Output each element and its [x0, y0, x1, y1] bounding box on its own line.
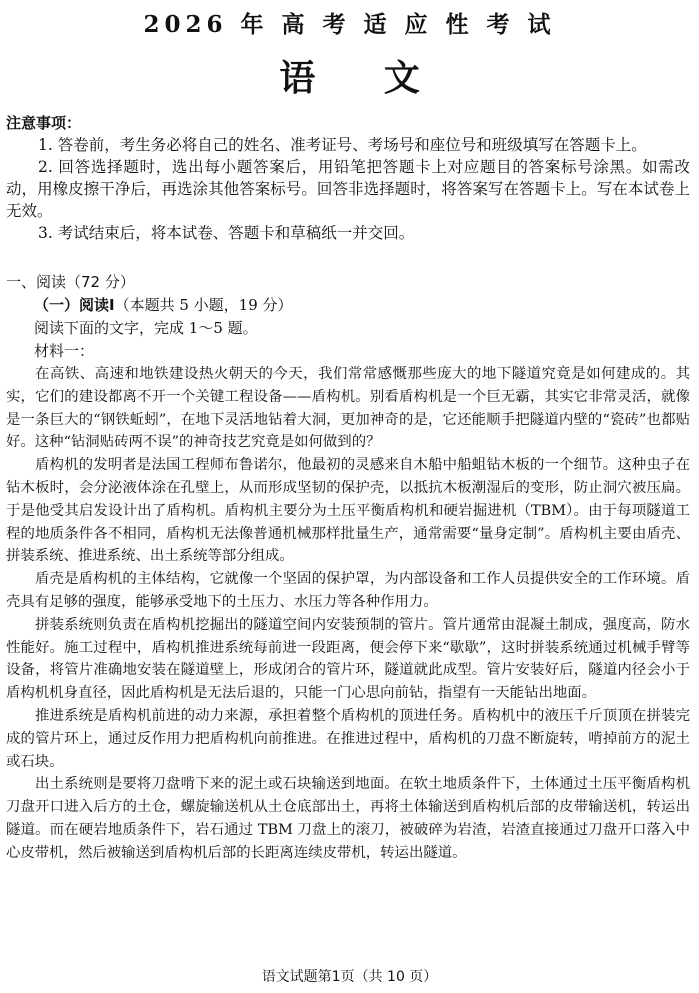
- paragraph: 出土系统则是要将刀盘啃下来的泥土或石块输送到地面。在软土地质条件下，土体通过土压平衡盾构机刀盘开口进入后方的土仓，螺旋输送机从土仓底部出土，再将土体输送到盾构机后部的皮带输送机，转运出隧道。而在硬岩地质条件下，岩石通过 TBM 刀盘上的滚刀，被破碎为岩渣，岩渣直接通过刀盘开口落入中心皮带机，然后被输送到盾构机后部的长距离连续皮带机，转运出隧道。: [6, 776, 690, 861]
- subsection-heading: [6, 294, 690, 317]
- instruction: 阅读下面的文字，完成 1～5 题。: [34, 319, 258, 337]
- page-footer: 语文试题第1页（共 10 页）: [261, 969, 438, 985]
- exam-title: 2026 年 高 考 适 应 性 考 试: [143, 11, 556, 38]
- note-item-3: 3. 考试结束后，将本试卷、答题卡和草稿纸一并交回。: [38, 224, 415, 242]
- paragraph: 在高铁、高速和地铁建设热火朝天的今天，我们常常感慨那些庞大的地下隧道究竟是如何建成的。其实，它们的建设都离不开一个关键工程设备——盾构机。别看盾构机是一个巨无霸，其实它非常灵活，就像是一条巨大的“钢铁蚯蚓”，在地下灵活地钻着大洞，更加神奇的是，它还能顺手把隧道内壁的“瓷砖”也都贴好。这种“钻洞贴砖两不误”的神奇技艺究竟是如何做到的？: [6, 366, 690, 451]
- notes-block: [6, 112, 690, 244]
- note-item-2: 2. 回答选择题时，选出每小题答案后，用铅笔把答题卡上对应题目的答案标号涂黑。如需改动，用橡皮擦干净后，再选涂其他答案标号。回答非选择题时，将答案写在答题卡上。写在本试卷上无效。: [6, 158, 690, 220]
- paragraph: 推进系统是盾构机前进的动力来源，承担着整个盾构机的顶进任务。盾构机中的液压千斤顶顶在拼装完成的管片环上，通过反作用力把盾构机向前推进。在推进过程中，盾构机的刀盘不断旋转，啃掉前方的泥土或石块。: [6, 707, 690, 770]
- subject-title: 语 文: [279, 57, 448, 99]
- paragraph: 盾壳是盾构机的主体结构，它就像一个坚固的保护罩，为内部设备和工作人员提供安全的工作环境。盾壳具有足够的强度，能够承受地下的土压力、水压力等各种作用力。: [6, 571, 690, 610]
- paragraph: 盾构机的发明者是法国工程师布鲁诺尔，他最初的灵感来自木船中船蛆钻木板的一个细节。这种虫子在钻木板时，会分泌液体涂在孔壁上，从而形成坚韧的保护壳，以抵抗木板潮湿后的变形，防止洞穴被压扁。于是他受其启发设计出了盾构机。盾构机主要分为土压平衡盾构机和硬岩掘进机（TBM）。由于每项隧道工程的地质条件各不相同，盾构机无法像普通机械那样批量生产，通常需要“量身定制”。盾构机主要由盾壳、拼装系统、推进系统、出土系统等部分组成。: [6, 457, 690, 565]
- subsection-detail: （本题共 5 小题，19 分）: [114, 296, 293, 314]
- reading-section: [6, 271, 690, 865]
- note-item-1: 1. 答卷前，考生务必将自己的姓名、准考证号、考场号和座位号和班级填写在答题卡上。: [38, 136, 647, 154]
- paragraph: 拼装系统则负责在盾构机挖掘出的隧道空间内安装预制的管片。管片通常由混凝土制成，强度高，防水性能好。施工过程中，盾构机推进系统每前进一段距离，便会停下来“歇歇”，这时拼装系统通过机械手臂等设备，将管片准确地安装在隧道壁上，形成闭合的管片环，隧道就此成型。管片安装好后，隧道内径会小于盾构机机身直径，因此盾构机是无法后退的，只能一门心思向前钻，指望有一天能钻出地面。: [6, 616, 690, 702]
- notes-heading: 注意事项：: [6, 114, 82, 132]
- material-label: 材料一：: [34, 342, 95, 360]
- subsection-title: （一）阅读Ⅰ: [34, 296, 115, 314]
- section-title: 一、阅读（72 分）: [6, 273, 135, 291]
